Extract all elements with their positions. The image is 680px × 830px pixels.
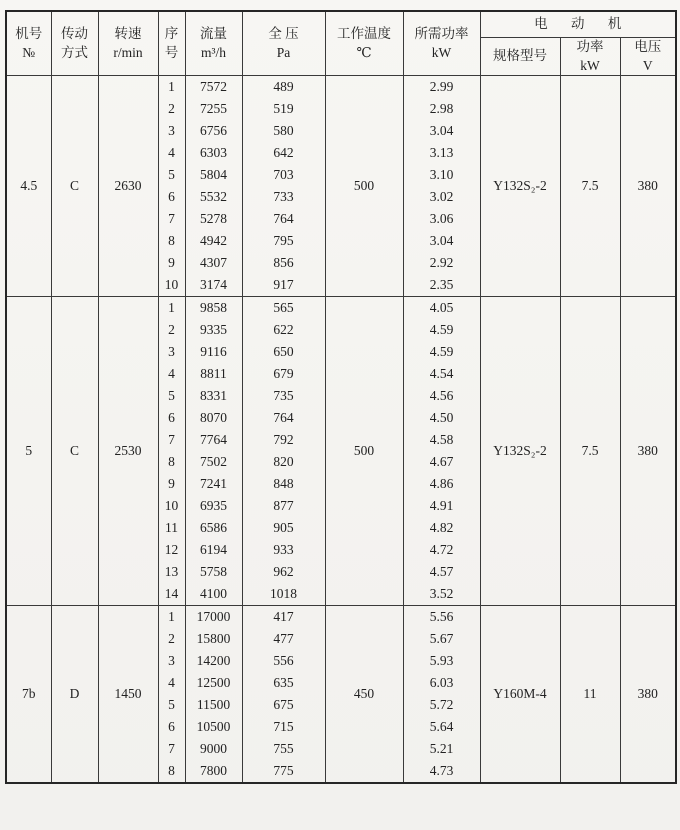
- header-speed-line1: 转速: [114, 26, 142, 42]
- pressure-cell: 703: [242, 164, 325, 186]
- flow-cell: 9000: [185, 738, 242, 760]
- serial-cell: 2: [158, 98, 185, 120]
- serial-cell: 2: [158, 319, 185, 341]
- serial-cell: 10: [158, 495, 185, 517]
- flow-cell: 3174: [185, 274, 242, 297]
- serial-cell: 5: [158, 385, 185, 407]
- pressure-cell: 820: [242, 451, 325, 473]
- required-power-cell: 5.21: [403, 738, 480, 760]
- header-drive-mode-line1: 传动: [61, 26, 88, 42]
- serial-cell: 13: [158, 561, 185, 583]
- required-power-cell: 4.05: [403, 297, 480, 320]
- machine-no-cell: 7b: [6, 606, 51, 784]
- flow-cell: 7502: [185, 451, 242, 473]
- pressure-cell: 635: [242, 672, 325, 694]
- motor-model-cell: Y132S₂-2: [480, 76, 560, 297]
- serial-cell: 9: [158, 252, 185, 274]
- required-power-cell: 6.03: [403, 672, 480, 694]
- required-power-cell: 2.35: [403, 274, 480, 297]
- flow-cell: 9335: [185, 319, 242, 341]
- speed-cell: 1450: [98, 606, 158, 784]
- flow-cell: 7800: [185, 760, 242, 783]
- flow-cell: 5278: [185, 208, 242, 230]
- flow-cell: 6303: [185, 142, 242, 164]
- required-power-cell: 4.67: [403, 451, 480, 473]
- serial-cell: 4: [158, 142, 185, 164]
- serial-cell: 5: [158, 694, 185, 716]
- serial-cell: 4: [158, 672, 185, 694]
- flow-cell: 4942: [185, 230, 242, 252]
- pressure-cell: 733: [242, 186, 325, 208]
- serial-cell: 1: [158, 76, 185, 99]
- flow-cell: 6194: [185, 539, 242, 561]
- serial-cell: 6: [158, 716, 185, 738]
- serial-cell: 5: [158, 164, 185, 186]
- flow-cell: 9116: [185, 341, 242, 363]
- drive-mode-cell: C: [51, 76, 98, 297]
- required-power-cell: 5.93: [403, 650, 480, 672]
- required-power-cell: 5.64: [403, 716, 480, 738]
- header-serial: [158, 11, 185, 76]
- motor-power-cell: 7.5: [560, 76, 620, 297]
- required-power-cell: 3.02: [403, 186, 480, 208]
- serial-cell: 8: [158, 451, 185, 473]
- required-power-cell: 3.52: [403, 583, 480, 606]
- serial-cell: 7: [158, 738, 185, 760]
- flow-cell: 6756: [185, 120, 242, 142]
- required-power-cell: 4.59: [403, 341, 480, 363]
- header-pressure-line2: Pa: [276, 44, 291, 60]
- header-speed-line2: r/min: [113, 44, 143, 60]
- motor-voltage-cell: 380: [620, 606, 676, 784]
- serial-cell: 7: [158, 429, 185, 451]
- serial-cell: 6: [158, 407, 185, 429]
- header-serial-line2: 号: [164, 44, 179, 60]
- pressure-cell: 856: [242, 252, 325, 274]
- flow-cell: 11500: [185, 694, 242, 716]
- flow-cell: 7764: [185, 429, 242, 451]
- required-power-cell: 4.91: [403, 495, 480, 517]
- header-speed: [98, 11, 158, 76]
- motor-power-cell: 7.5: [560, 297, 620, 606]
- header-motor-group: 电 动 机: [480, 11, 676, 38]
- flow-cell: 4307: [185, 252, 242, 274]
- machine-no-cell: 5: [6, 297, 51, 606]
- required-power-cell: 2.92: [403, 252, 480, 274]
- header-machine-no: [6, 11, 51, 76]
- required-power-cell: 5.56: [403, 606, 480, 629]
- header-temperature: [325, 11, 403, 76]
- required-power-cell: 2.99: [403, 76, 480, 99]
- header-motor-power-line2: kW: [580, 57, 600, 73]
- serial-cell: 3: [158, 120, 185, 142]
- header-required-power-line2: kW: [431, 44, 452, 60]
- serial-cell: 8: [158, 760, 185, 783]
- required-power-cell: 4.72: [403, 539, 480, 561]
- header-motor-power: [560, 38, 620, 76]
- pressure-cell: 764: [242, 208, 325, 230]
- header-machine-no-line2: №: [22, 44, 36, 60]
- serial-cell: 1: [158, 297, 185, 320]
- machine-block: [6, 606, 676, 784]
- drive-mode-cell: D: [51, 606, 98, 784]
- serial-cell: 3: [158, 650, 185, 672]
- machine-block: [6, 76, 676, 297]
- required-power-cell: 4.86: [403, 473, 480, 495]
- pressure-cell: 417: [242, 606, 325, 629]
- serial-cell: 9: [158, 473, 185, 495]
- required-power-cell: 4.54: [403, 363, 480, 385]
- pressure-cell: 519: [242, 98, 325, 120]
- header-row-1: [6, 11, 676, 38]
- required-power-cell: 4.82: [403, 517, 480, 539]
- table-header: [6, 11, 676, 76]
- pressure-cell: 477: [242, 628, 325, 650]
- speed-cell: 2530: [98, 297, 158, 606]
- header-motor-voltage: [620, 38, 676, 76]
- required-power-cell: 4.59: [403, 319, 480, 341]
- pressure-cell: 917: [242, 274, 325, 297]
- header-drive-mode: [51, 11, 98, 76]
- header-temperature-line1: 工作温度: [337, 26, 391, 42]
- pressure-cell: 792: [242, 429, 325, 451]
- pressure-cell: 1018: [242, 583, 325, 606]
- pressure-cell: 905: [242, 517, 325, 539]
- header-motor-model: 规格型号: [480, 38, 560, 76]
- required-power-cell: 3.04: [403, 120, 480, 142]
- header-pressure: [242, 11, 325, 76]
- fan-spec-table: [5, 10, 677, 784]
- pressure-cell: 775: [242, 760, 325, 783]
- temperature-cell: 450: [325, 606, 403, 784]
- flow-cell: 15800: [185, 628, 242, 650]
- header-required-power-line1: 所需功率: [414, 26, 469, 42]
- serial-cell: 1: [158, 606, 185, 629]
- required-power-cell: 4.57: [403, 561, 480, 583]
- flow-cell: 5758: [185, 561, 242, 583]
- serial-cell: 2: [158, 628, 185, 650]
- speed-cell: 2630: [98, 76, 158, 297]
- required-power-cell: 3.13: [403, 142, 480, 164]
- serial-cell: 3: [158, 341, 185, 363]
- data-row: [6, 297, 676, 320]
- serial-cell: 12: [158, 539, 185, 561]
- flow-cell: 7572: [185, 76, 242, 99]
- required-power-cell: 4.73: [403, 760, 480, 783]
- pressure-cell: 622: [242, 319, 325, 341]
- motor-model-cell: Y160M-4: [480, 606, 560, 784]
- pressure-cell: 735: [242, 385, 325, 407]
- pressure-cell: 877: [242, 495, 325, 517]
- serial-cell: 6: [158, 186, 185, 208]
- pressure-cell: 556: [242, 650, 325, 672]
- data-row: [6, 606, 676, 629]
- pressure-cell: 715: [242, 716, 325, 738]
- flow-cell: 6935: [185, 495, 242, 517]
- header-required-power: [403, 11, 480, 76]
- header-temperature-line2: ℃: [356, 44, 372, 60]
- machine-no-cell: 4.5: [6, 76, 51, 297]
- required-power-cell: 4.50: [403, 407, 480, 429]
- flow-cell: 4100: [185, 583, 242, 606]
- pressure-cell: 642: [242, 142, 325, 164]
- serial-cell: 4: [158, 363, 185, 385]
- serial-cell: 14: [158, 583, 185, 606]
- required-power-cell: 3.10: [403, 164, 480, 186]
- required-power-cell: 4.58: [403, 429, 480, 451]
- header-flow-line2: m³/h: [200, 44, 227, 60]
- motor-power-cell: 11: [560, 606, 620, 784]
- flow-cell: 8070: [185, 407, 242, 429]
- pressure-cell: 679: [242, 363, 325, 385]
- pressure-cell: 764: [242, 407, 325, 429]
- flow-cell: 5532: [185, 186, 242, 208]
- header-flow-line1: 流量: [200, 26, 227, 42]
- required-power-cell: 5.67: [403, 628, 480, 650]
- motor-voltage-cell: 380: [620, 76, 676, 297]
- serial-cell: 10: [158, 274, 185, 297]
- flow-cell: 10500: [185, 716, 242, 738]
- header-motor-voltage-line2: V: [642, 57, 653, 73]
- pressure-cell: 565: [242, 297, 325, 320]
- pressure-cell: 580: [242, 120, 325, 142]
- motor-model-cell: Y132S₂-2: [480, 297, 560, 606]
- flow-cell: 12500: [185, 672, 242, 694]
- flow-cell: 9858: [185, 297, 242, 320]
- header-flow: [185, 11, 242, 76]
- motor-voltage-cell: 380: [620, 297, 676, 606]
- pressure-cell: 675: [242, 694, 325, 716]
- flow-cell: 8811: [185, 363, 242, 385]
- required-power-cell: 3.04: [403, 230, 480, 252]
- header-serial-line1: 序: [164, 26, 179, 42]
- pressure-cell: 489: [242, 76, 325, 99]
- pressure-cell: 795: [242, 230, 325, 252]
- flow-cell: 7241: [185, 473, 242, 495]
- header-machine-no-line1: 机号: [15, 26, 43, 42]
- header-drive-mode-line2: 方式: [61, 44, 88, 60]
- flow-cell: 8331: [185, 385, 242, 407]
- temperature-cell: 500: [325, 76, 403, 297]
- temperature-cell: 500: [325, 297, 403, 606]
- required-power-cell: 3.06: [403, 208, 480, 230]
- flow-cell: 7255: [185, 98, 242, 120]
- serial-cell: 8: [158, 230, 185, 252]
- required-power-cell: 2.98: [403, 98, 480, 120]
- required-power-cell: 4.56: [403, 385, 480, 407]
- header-motor-voltage-line1: 电压: [634, 39, 662, 55]
- serial-cell: 11: [158, 517, 185, 539]
- flow-cell: 14200: [185, 650, 242, 672]
- pressure-cell: 933: [242, 539, 325, 561]
- data-row: [6, 76, 676, 99]
- serial-cell: 7: [158, 208, 185, 230]
- scanned-page: [0, 10, 680, 830]
- drive-mode-cell: C: [51, 297, 98, 606]
- flow-cell: 6586: [185, 517, 242, 539]
- pressure-cell: 650: [242, 341, 325, 363]
- pressure-cell: 848: [242, 473, 325, 495]
- flow-cell: 5804: [185, 164, 242, 186]
- pressure-cell: 962: [242, 561, 325, 583]
- header-pressure-line1: 全 压: [268, 26, 299, 42]
- flow-cell: 17000: [185, 606, 242, 629]
- machine-block: [6, 297, 676, 606]
- header-motor-power-line1: 功率: [576, 39, 604, 55]
- required-power-cell: 5.72: [403, 694, 480, 716]
- pressure-cell: 755: [242, 738, 325, 760]
